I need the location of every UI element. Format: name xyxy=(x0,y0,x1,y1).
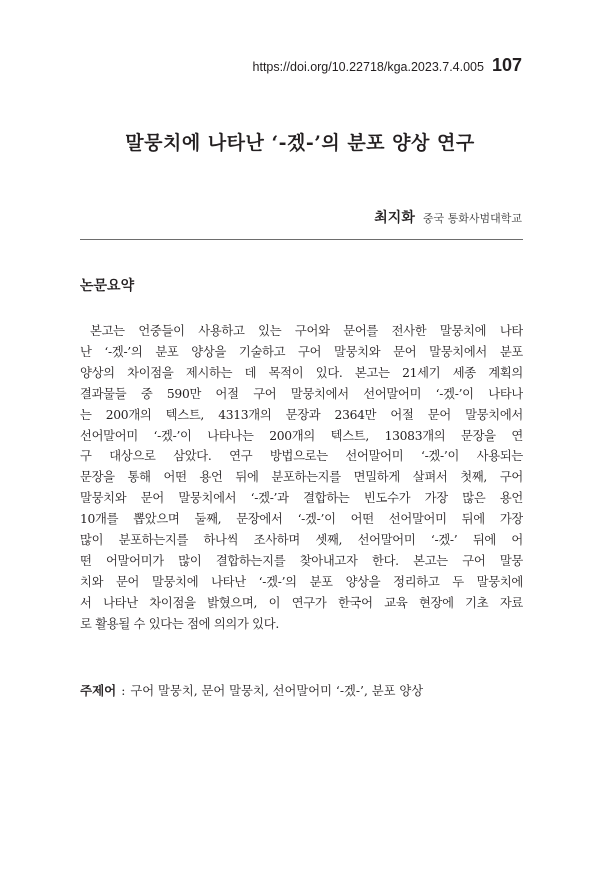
abstract-body xyxy=(80,321,523,635)
abstract-line: 로 활용될 수 있다는 점에 의의가 있다. xyxy=(80,616,279,631)
author-name: 최지화 xyxy=(374,210,415,226)
keywords-separator: : xyxy=(121,684,126,698)
abstract-line: 난 ‘-겠-’의 분포 양상을 기술하고 구어 말뭉치와 문어 말뭉치에서 분포 xyxy=(80,344,523,359)
abstract-line: 양상의 차이점을 제시하는 데 목적이 있다. 본고는 21세기 세종 계획의 xyxy=(80,365,523,380)
abstract-heading: 논문요약 xyxy=(80,278,135,294)
abstract-line: 많이 분포하는지를 하나씩 조사하며 셋째, 선어말어미 ‘-겠-’ 뒤에 어 xyxy=(80,533,523,548)
keywords-label: 주제어 xyxy=(80,683,117,698)
abstract-line: 선어말어미 ‘-겠-’이 나타나는 200개의 텍스트, 13083개의 문장을 연 xyxy=(80,428,523,443)
abstract-line: 말뭉치와 문어 말뭉치에서 ‘-겠-’과 결합하는 빈도수가 가장 많은 용언 xyxy=(80,491,523,506)
abstract-line: 떤 어말어미가 많이 결합하는지를 찾아내고자 한다. 본고는 구어 말뭉 xyxy=(80,553,523,568)
abstract-line: 서 나타난 차이점을 밝혔으며, 이 연구가 한국어 교육 현장에 기초 자료 xyxy=(80,595,523,610)
keywords-line xyxy=(80,681,523,699)
abstract-line: 치와 문어 말뭉치에 나타난 ‘-겠-’의 분포 양상을 정리하고 두 말뭉치에 xyxy=(80,574,523,589)
running-header xyxy=(253,55,522,76)
abstract-line: 구 대상으로 삼았다. 연구 방법으로는 선어말어미 ‘-겠-’이 사용되는 xyxy=(80,449,523,464)
author-line xyxy=(374,207,522,227)
abstract-line: 문장을 통해 어떤 용언 뒤에 분포하는지를 면밀하게 살펴서 첫째, 구어 xyxy=(80,470,523,485)
abstract-line: 10개를 뽑았으며 둘째, 문장에서 ‘-겠-’이 어떤 선어말어미 뒤에 가장 xyxy=(80,512,523,527)
keywords-text: 구어 말뭉치, 문어 말뭉치, 선어말어미 ‘-겠-’, 분포 양상 xyxy=(130,684,424,698)
page-number: 107 xyxy=(491,55,522,75)
author-affiliation: 중국 통화사범대학교 xyxy=(422,212,522,225)
abstract-line: 본고는 언중들이 사용하고 있는 구어와 문어를 전사한 말뭉치에 나타 xyxy=(90,324,523,338)
abstract-line: 결과물들 중 590만 어절 구어 말뭉치에서 선어말어미 ‘-겠-’이 나타나 xyxy=(80,386,523,401)
paper-title: 말뭉치에 나타난 ‘-겠-’의 분포 양상 연구 xyxy=(125,132,475,154)
header-divider xyxy=(80,239,523,240)
abstract-line: 는 200개의 텍스트, 4313개의 문장과 2364만 어절 문어 말뭉치에서 xyxy=(80,407,523,422)
doi-link[interactable]: https://doi.org/10.22718/kga.2023.7.4.005 xyxy=(252,60,484,74)
